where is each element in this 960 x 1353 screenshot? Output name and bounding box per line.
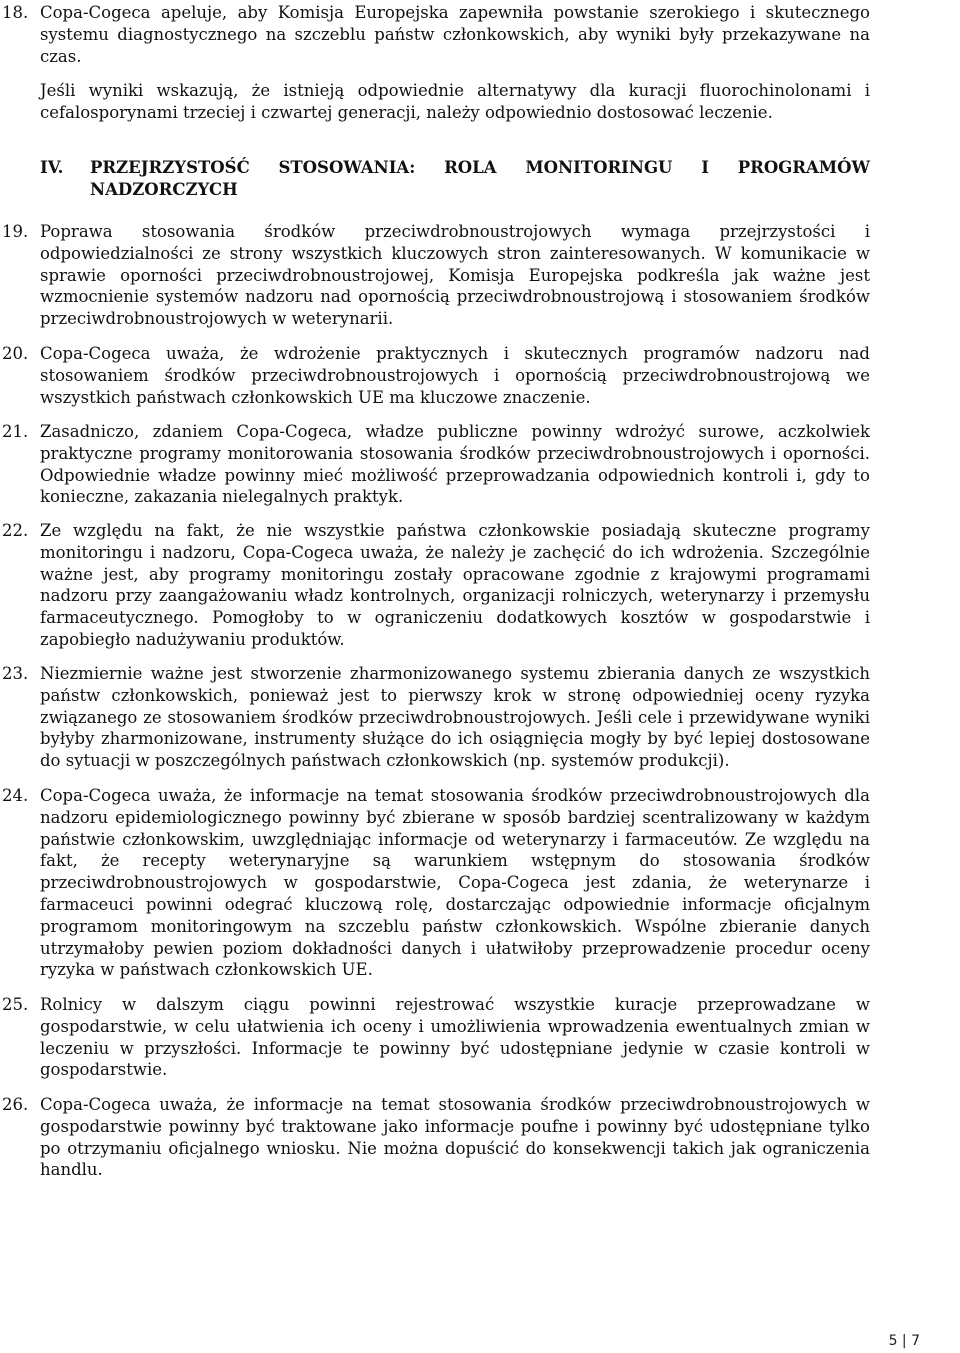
section-heading (40, 157, 870, 201)
section-number: IV. (40, 158, 64, 177)
paragraph-text: Copa-Cogeca uważa, że wdrożenie praktycznych i skutecznych programów nadzoru nad stosowaniem środków przeciwdrobnoustrojowych i opornością przeciwdrobnoustrojową we wszystkich państwach członkowskich UE ma kluczowe znaczenie. (40, 344, 870, 407)
paragraph-number: 20. (2, 344, 29, 363)
paragraph-19 (2, 221, 870, 330)
paragraph-number: 26. (2, 1095, 29, 1114)
paragraph-26 (2, 1094, 870, 1181)
paragraph-text: Copa-Cogeca uważa, że informacje na temat stosowania środków przeciwdrobnoustrojowych w gospodarstwie powinny być traktowane jako informacje poufne i powinny być udostępniane tylko po otrzymaniu oficjalnego wniosku. Nie można dopuścić do konsekwencji takich jak ograniczenia handlu. (40, 1095, 870, 1180)
paragraph-text: Rolnicy w dalszym ciągu powinni rejestrować wszystkie kuracje przeprowadzane w gospodarstwie, w celu ułatwienia ich oceny i umożliwienia wprowadzenia ewentualnych zmian w leczeniu w przyszłości. Informacje te powinny być udostępniane jedynie w czasie kontroli w gospodarstwie. (40, 995, 870, 1080)
page-number: 5 | 7 (888, 1333, 920, 1349)
paragraph-continuation: Jeśli wyniki wskazują, że istnieją odpowiednie alternatywy dla kuracji fluorochinolonami i cefalosporynami trzeciej i czwartej generacji, należy odpowiednio dostosować leczenie. (40, 81, 870, 123)
paragraph-number: 23. (2, 664, 29, 683)
paragraph-20 (2, 343, 870, 408)
paragraph-number: 25. (2, 995, 29, 1014)
paragraph-number: 22. (2, 521, 29, 540)
paragraph-number: 18. (2, 3, 29, 22)
paragraph-number: 24. (2, 786, 29, 805)
paragraph-text: Copa-Cogeca apeluje, aby Komisja Europejska zapewniła powstanie szerokiego i skutecznego systemu diagnostycznego na szczeblu państw członkowskich, aby wyniki były przekazywane na czas. (40, 3, 870, 66)
paragraph-23 (2, 663, 870, 772)
paragraph-text: Niezmiernie ważne jest stworzenie zharmonizowanego systemu zbierania danych ze wszystkich państw członkowskich, ponieważ jest to pierwszy krok w stronę odpowiedniej oceny ryzyka związanego ze stosowaniem środków przeciwdrobnoustrojowych. Jeśli cele i przewidywane wyniki byłyby zharmonizowane, instrumenty służące do ich osiągnięcia mogły by być lepiej dostosowane do sytuacji w poszczególnych państwach członkowskich (np. systemów produkcji). (40, 664, 870, 771)
paragraph-18 (2, 2, 870, 124)
section-title: PRZEJRZYSTOŚĆ STOSOWANIA: ROLA MONITORINGU I PROGRAMÓW NADZORCZYCH (90, 158, 870, 199)
paragraph-text: Copa-Cogeca uważa, że informacje na temat stosowania środków przeciwdrobnoustrojowych dla nadzoru epidemiologicznego powinny być zbierane w sposób bardziej scentralizowany w każdym państwie członkowskim, uwzględniając informacje od weterynarzy i farmaceutów. Ze względu na fakt, że recepty weterynaryjne są warunkiem wstępnym do stosowania środków przeciwdrobnoustrojowych w gospodarstwie, Copa-Cogeca jest zdania, że weterynarze i farmaceuci powinni odegrać kluczową rolę, dostarczając odpowiednie informacje oficjalnym programom monitoringowym na szczeblu państw członkowskich. Wspólne zbieranie danych utrzymałoby pewien poziom dokładności danych i ułatwiłoby przeprowadzenie procedur oceny ryzyka w państwach członkowskich UE. (40, 786, 870, 980)
paragraph-21 (2, 421, 870, 508)
paragraph-text: Ze względu na fakt, że nie wszystkie państwa członkowskie posiadają skuteczne programy monitoringu i nadzoru, Copa-Cogeca uważa, że należy je zachęcić do ich wdrożenia. Szczególnie ważne jest, aby programy monitoringu zostały opracowane zgodnie z krajowymi programami nadzoru przy zaangażowaniu władz kontrolnych, organizacji rolniczych, weterynarzy i przemysłu farmaceutycznego. Pomogłoby to w ograniczeniu dodatkowych kosztów w gospodarstwie i zapobiegło nadużywaniu produktów. (40, 521, 870, 649)
paragraph-text: Zasadniczo, zdaniem Copa-Cogeca, władze publiczne powinny wdrożyć surowe, aczkolwiek praktyczne programy monitorowania stosowania środków przeciwdrobnoustrojowych i oporności. Odpowiednie władze powinny mieć możliwość przeprowadzania odpowiednich kontroli i, gdy to konieczne, zakazania nielegalnych praktyk. (40, 422, 870, 507)
paragraph-text: Poprawa stosowania środków przeciwdrobnoustrojowych wymaga przejrzystości i odpowiedzialności ze strony wszystkich kluczowych stron zainteresowanych. W komunikacie w sprawie oporności przeciwdrobnoustrojowej, Komisja Europejska podkreśla jak ważne jest wzmocnienie systemów nadzoru nad opornością przeciwdrobnoustrojową i stosowaniem środków przeciwdrobnoustrojowych w weterynarii. (40, 222, 870, 329)
paragraph-25 (2, 994, 870, 1081)
paragraph-24 (2, 785, 870, 981)
paragraph-number: 19. (2, 222, 29, 241)
paragraph-22 (2, 520, 870, 651)
paragraph-number: 21. (2, 422, 29, 441)
